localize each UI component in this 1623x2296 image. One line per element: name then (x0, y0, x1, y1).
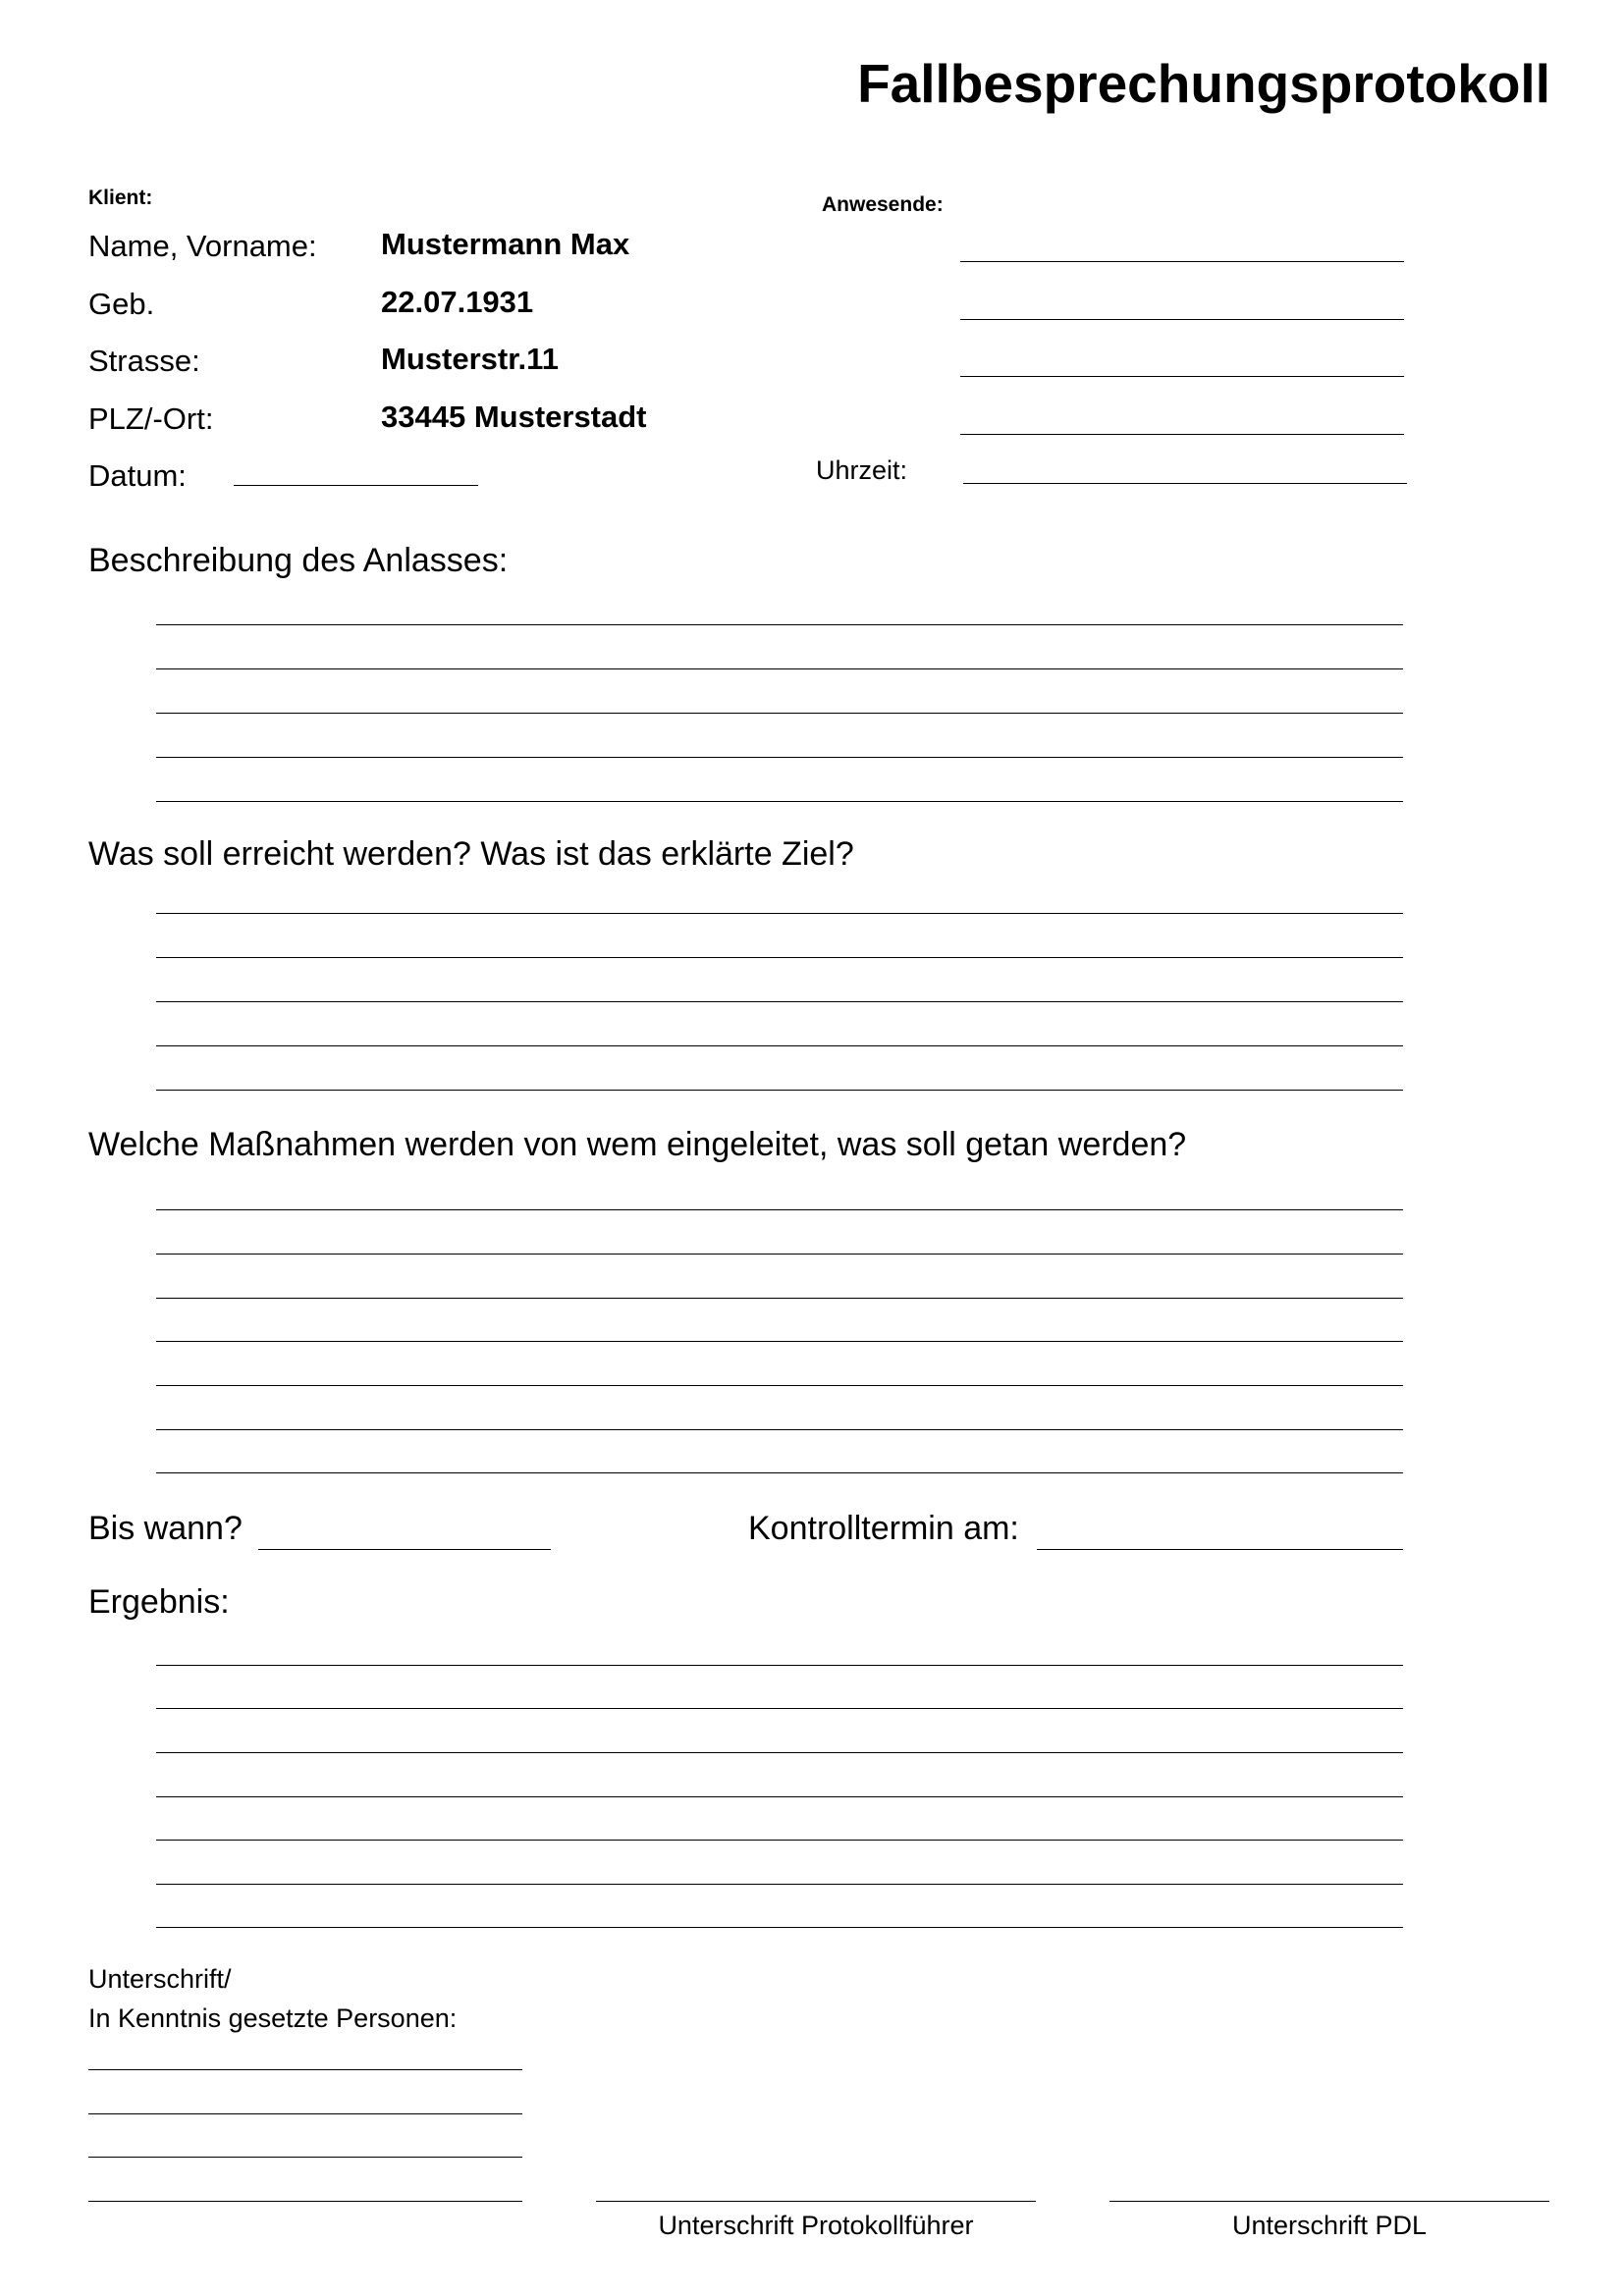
attendee-field-1[interactable] (960, 261, 1404, 262)
goal-line-5[interactable] (156, 1090, 1403, 1091)
date-field[interactable] (234, 485, 478, 486)
signature-heading-line2: In Kenntnis gesetzte Personen: (88, 2003, 458, 2033)
until-field[interactable] (258, 1549, 551, 1550)
name-label: Name, Vorname: (88, 229, 317, 263)
measures-line-3[interactable] (156, 1298, 1403, 1299)
occasion-line-3[interactable] (156, 713, 1403, 714)
page-title: Fallbesprechungsprotokoll (857, 53, 1550, 114)
control-date-label: Kontrolltermin am: (748, 1510, 1019, 1547)
informed-person-line-2[interactable] (88, 2113, 522, 2114)
informed-person-line-4[interactable] (88, 2201, 522, 2202)
recorder-signature-line[interactable] (596, 2201, 1036, 2202)
time-label: Uhrzeit: (816, 455, 908, 485)
attendees-heading: Anwesende: (822, 193, 944, 216)
result-line-5[interactable] (156, 1840, 1403, 1841)
birth-label: Geb. (88, 287, 155, 321)
name-value[interactable]: Mustermann Max (381, 227, 630, 261)
street-label: Strasse: (88, 344, 200, 378)
informed-person-line-1[interactable] (88, 2069, 522, 2070)
occasion-line-2[interactable] (156, 668, 1403, 669)
result-line-4[interactable] (156, 1796, 1403, 1797)
measures-line-1[interactable] (156, 1209, 1403, 1210)
result-line-2[interactable] (156, 1708, 1403, 1709)
result-line-6[interactable] (156, 1884, 1403, 1885)
attendee-field-3[interactable] (960, 376, 1404, 377)
result-heading: Ergebnis: (88, 1583, 230, 1621)
street-value[interactable]: Musterstr.11 (381, 342, 559, 376)
goal-line-1[interactable] (156, 913, 1403, 914)
recorder-signature-caption: Unterschrift Protokollführer (658, 2211, 974, 2240)
date-label: Datum: (88, 458, 187, 493)
time-field[interactable] (963, 483, 1407, 484)
measures-heading: Welche Maßnahmen werden von wem eingeleitet, was soll getan werden? (88, 1126, 1187, 1163)
signature-heading-line1: Unterschrift/ (88, 1964, 232, 1994)
attendee-field-2[interactable] (960, 319, 1404, 320)
measures-line-4[interactable] (156, 1341, 1403, 1342)
result-line-7[interactable] (156, 1927, 1403, 1928)
goal-line-4[interactable] (156, 1045, 1403, 1046)
occasion-line-1[interactable] (156, 624, 1403, 625)
birth-value[interactable]: 22.07.1931 (381, 285, 534, 319)
goal-line-3[interactable] (156, 1001, 1403, 1002)
client-heading: Klient: (88, 187, 153, 209)
until-label: Bis wann? (88, 1510, 243, 1547)
result-line-1[interactable] (156, 1665, 1403, 1666)
measures-line-5[interactable] (156, 1385, 1403, 1386)
informed-person-line-3[interactable] (88, 2157, 522, 2158)
measures-line-2[interactable] (156, 1254, 1403, 1255)
measures-line-7[interactable] (156, 1472, 1403, 1473)
occasion-line-5[interactable] (156, 801, 1403, 802)
result-line-3[interactable] (156, 1752, 1403, 1753)
attendee-field-4[interactable] (960, 434, 1404, 435)
pdl-signature-caption: Unterschrift PDL (1231, 2211, 1428, 2240)
city-value[interactable]: 33445 Musterstadt (381, 400, 647, 434)
occasion-line-4[interactable] (156, 757, 1403, 758)
pdl-signature-line[interactable] (1109, 2201, 1549, 2202)
goal-heading: Was soll erreicht werden? Was ist das erklärte Ziel? (88, 835, 854, 873)
measures-line-6[interactable] (156, 1429, 1403, 1430)
city-label: PLZ/-Ort: (88, 401, 214, 436)
goal-line-2[interactable] (156, 957, 1403, 958)
control-date-field[interactable] (1037, 1549, 1403, 1550)
occasion-heading: Beschreibung des Anlasses: (88, 542, 509, 579)
